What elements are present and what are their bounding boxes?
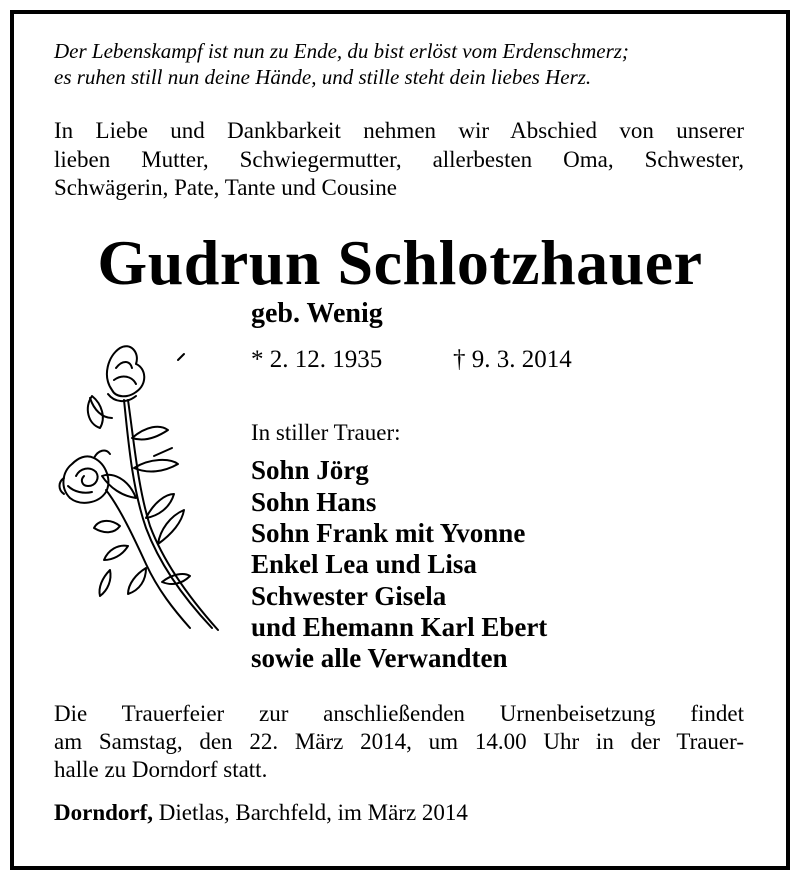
deceased-name: Gudrun Schlotzhauer bbox=[97, 227, 703, 298]
ceremony-line-2: am Samstag, den 22. März 2014, um 14.00 Uhr in der Trauer- bbox=[54, 729, 744, 754]
mourner-5: Schwester Gisela bbox=[251, 581, 447, 611]
poem-line-1: Der Lebenskampf ist nun zu Ende, du bist erlöst vom Erdenschmerz; bbox=[54, 39, 629, 63]
rose-illustration-icon bbox=[50, 338, 250, 638]
mourner-3: Sohn Frank mit Yvonne bbox=[251, 518, 526, 548]
mourner-7: sowie alle Verwandten bbox=[251, 643, 508, 673]
ceremony-line-3: halle zu Dorndorf statt. bbox=[54, 757, 268, 782]
intro-line-1: In Liebe und Dankbarkeit nehmen wir Abschied von unserer bbox=[54, 118, 744, 143]
poem-line-2: es ruhen still nun deine Hände, und stille steht dein liebes Herz. bbox=[54, 65, 592, 89]
mourners-heading: In stiller Trauer: bbox=[251, 420, 401, 445]
place-town: Dorndorf, bbox=[54, 800, 154, 825]
intro-line-2: lieben Mutter, Schwiegermutter, allerbesten Oma, Schwester, bbox=[54, 147, 744, 172]
birth-date: * 2. 12. 1935 bbox=[251, 346, 383, 373]
mourner-1: Sohn Jörg bbox=[251, 455, 369, 485]
intro-line-3: Schwägerin, Pate, Tante und Cousine bbox=[54, 175, 397, 200]
mourner-4: Enkel Lea und Lisa bbox=[251, 549, 477, 579]
mourner-6: und Ehemann Karl Ebert bbox=[251, 612, 548, 642]
place-and-date bbox=[54, 800, 468, 826]
mourner-2: Sohn Hans bbox=[251, 487, 377, 517]
birth-name: geb. Wenig bbox=[251, 298, 383, 329]
death-date: † 9. 3. 2014 bbox=[453, 346, 572, 373]
ceremony-line-1: Die Trauerfeier zur anschließenden Urnenbeisetzung findet bbox=[54, 701, 744, 726]
place-rest: Dietlas, Barchfeld, im März 2014 bbox=[153, 800, 468, 825]
